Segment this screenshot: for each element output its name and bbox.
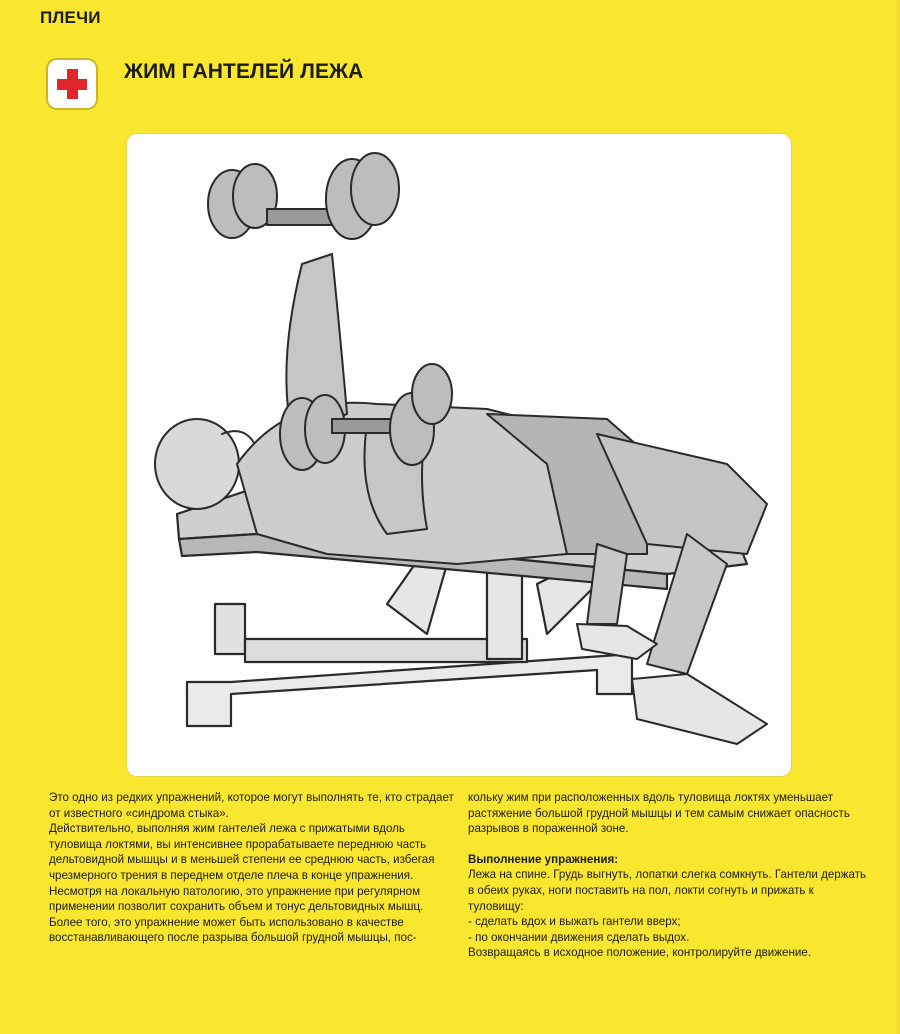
red-cross-icon	[46, 58, 98, 110]
body-paragraph: Действительно, выполняя жим гантелей лежа с прижатыми вдоль туловища локтями, вы интенсивнее прорабатываете переднюю часть дельтовидной мышцы и в меньшей степени ее среднюю часть, избегая чрезмерного трения в переднем отделе плеча в конце упражнения.	[49, 822, 435, 882]
body-paragraph: Несмотря на локальную патологию, это упражнение при регулярном применении позволит сохранить объем и тонус дельтовидных мышц. Более того, это упражнение может быть использовано в качестве восстанавливающего после разрыва большой грудной мышцы, пос-	[49, 884, 424, 945]
body-paragraph: Это одно из редких упражнений, которое могут выполнять те, кто страдает от известного «синдрома стыка».	[49, 791, 454, 820]
execution-heading: Выполнение упражнения:	[468, 852, 619, 866]
execution-step: - сделать вдох и выжать гантели вверх;	[468, 915, 681, 929]
section-title: ПЛЕЧИ	[40, 8, 101, 27]
page-title: ЖИМ ГАНТЕЛЕЙ ЛЕЖА	[124, 60, 364, 83]
body-paragraph: кольку жим при расположенных вдоль туловища локтях уменьшает растяжение большой грудной мышцы и тем самым снижает опасность разрывов в пораженной зоне.	[468, 791, 850, 836]
exercise-illustration	[127, 134, 791, 776]
page-edge	[894, 0, 900, 1034]
body-right-column	[468, 790, 868, 961]
body-left-column	[49, 790, 454, 946]
execution-step: - по окончании движения сделать выдох.	[468, 930, 690, 944]
execution-text: Лежа на спине. Грудь выгнуть, лопатки слегка сомкнуть. Гантели держать в обеих руках, ноги поставить на пол, локти согнуть и прижать к туловищу:	[468, 868, 867, 913]
closing-text: Возвращаясь в исходное положение, контролируйте движение.	[468, 946, 812, 960]
